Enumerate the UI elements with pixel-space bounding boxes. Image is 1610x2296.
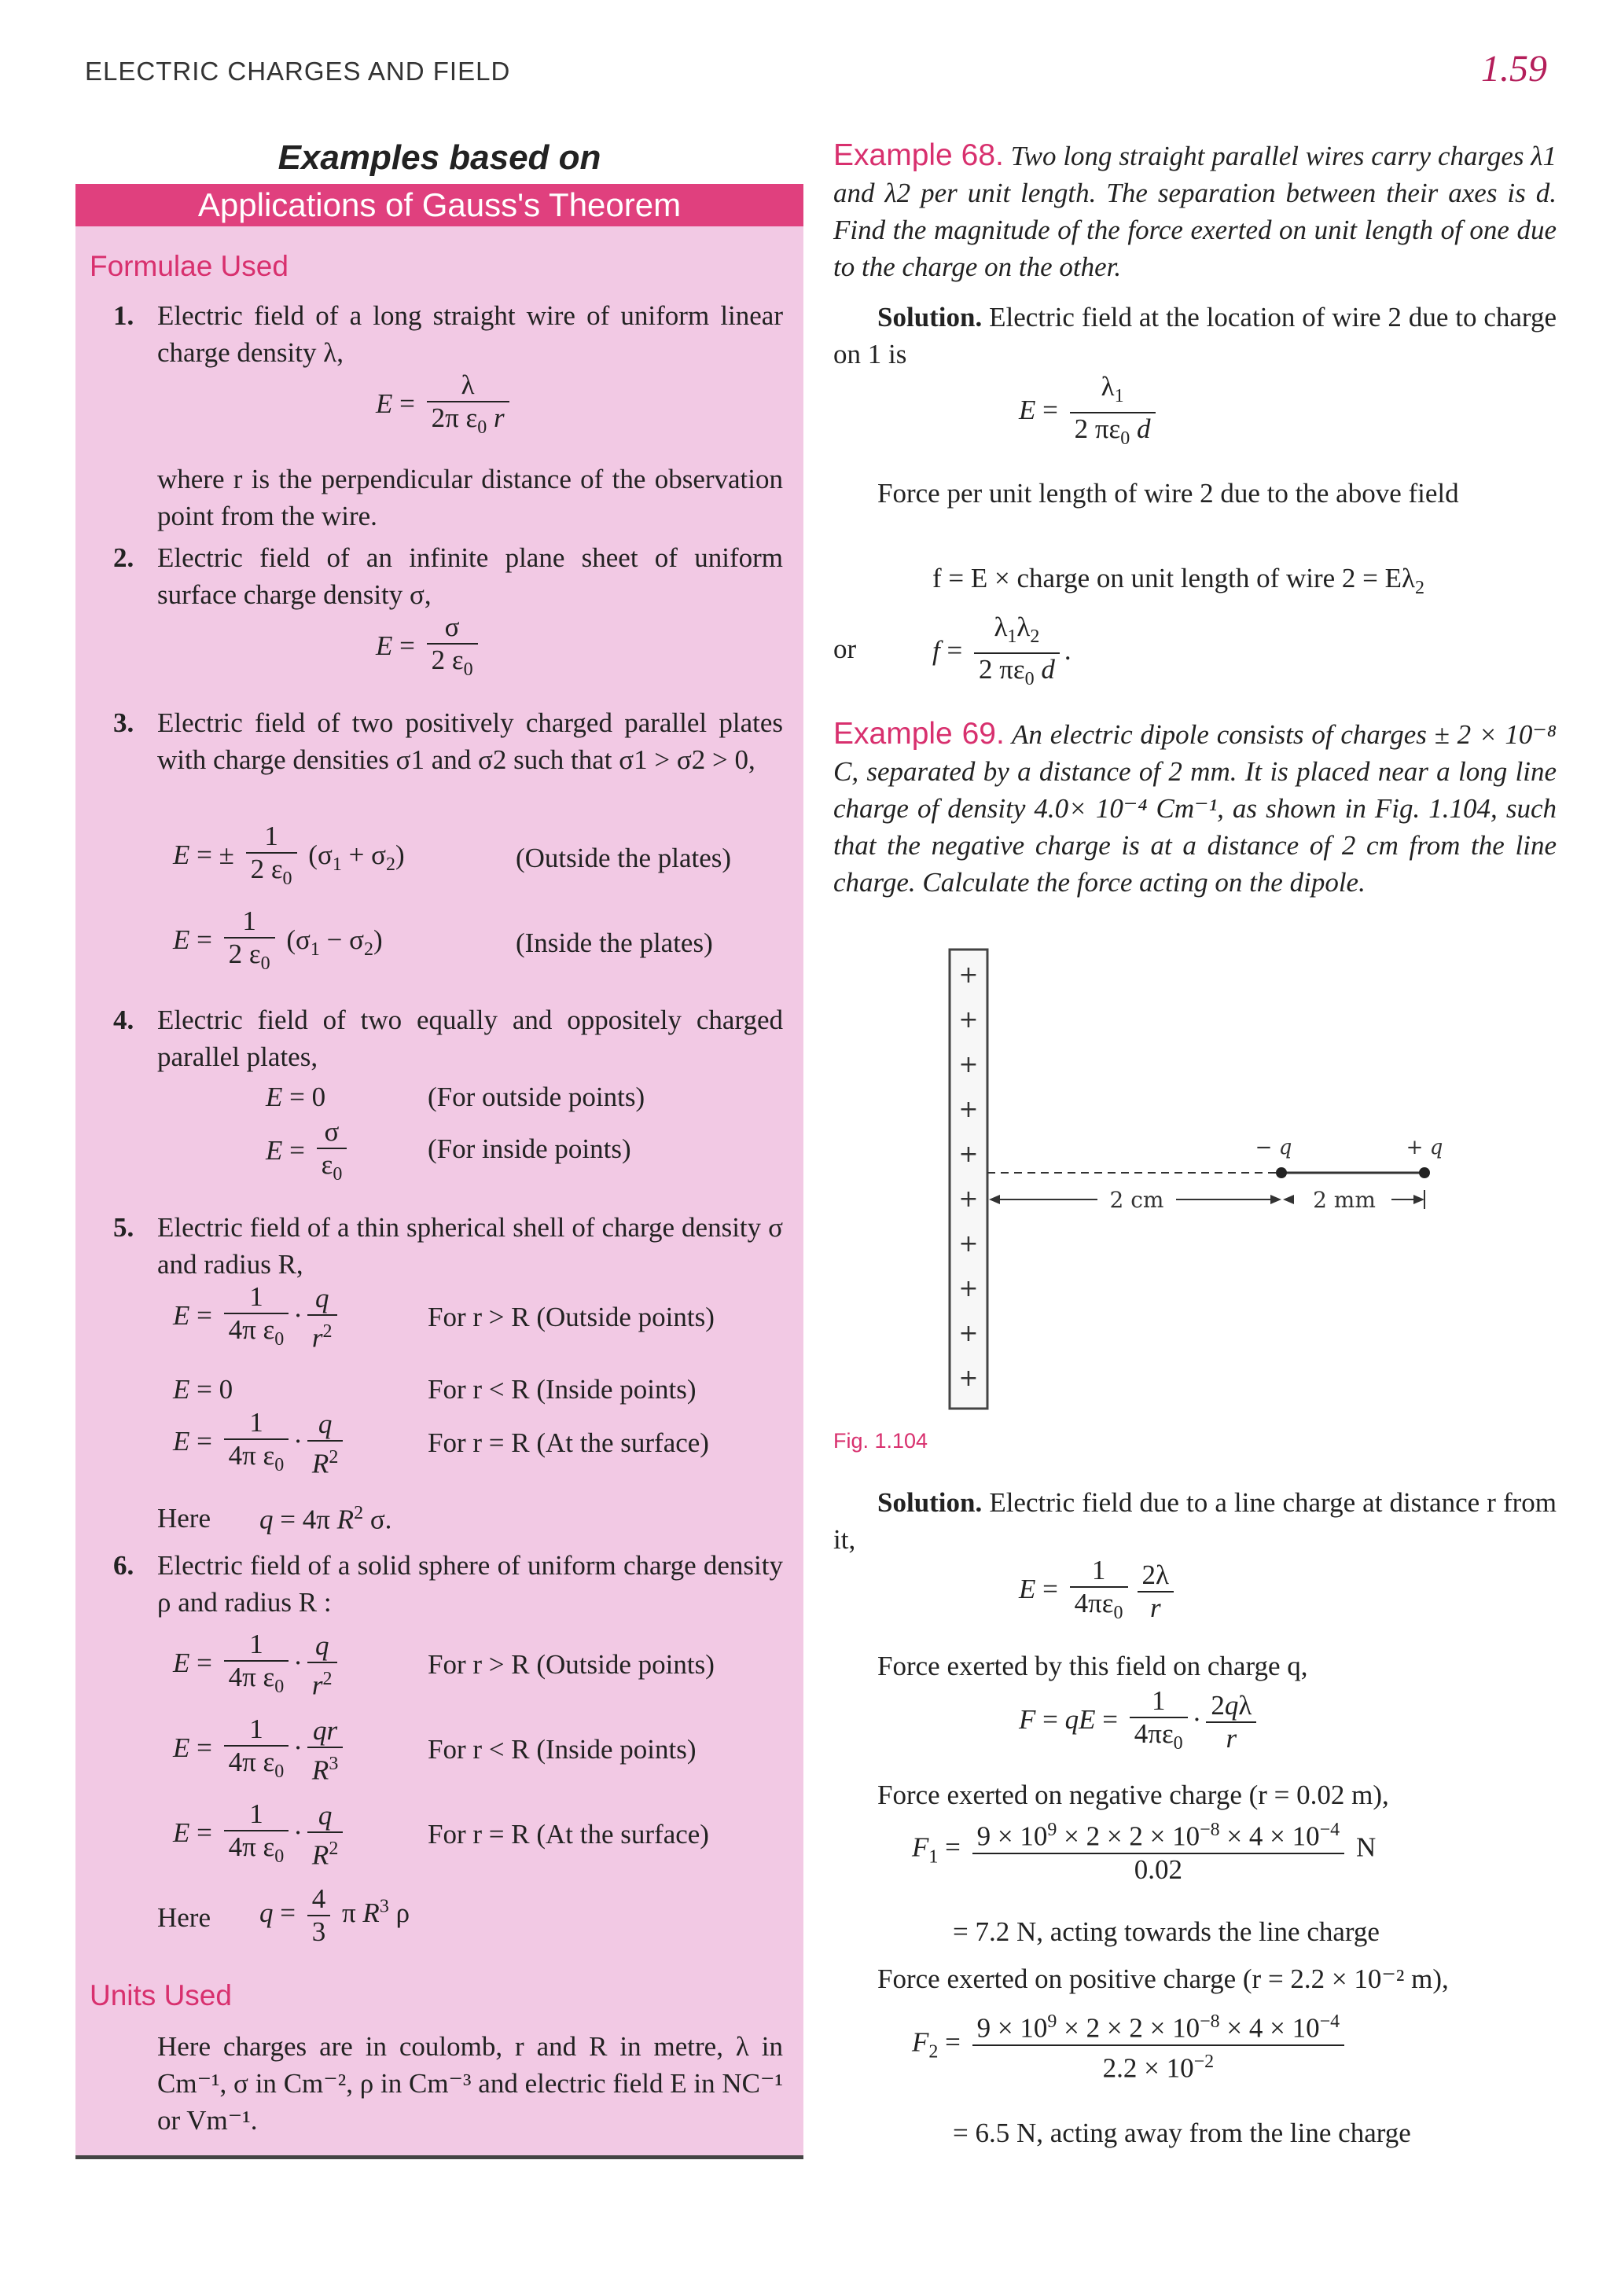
formula-condition: For r < R (Inside points) [428,1734,697,1765]
formula-condition: For r = R (At the surface) [428,1819,709,1850]
equation-line-opposite-outside: E = 0 [266,1082,326,1112]
equation-line-shell-inside: E = 0 [173,1374,233,1405]
item-number: 1. [113,300,134,331]
solution-label: Solution. [877,1487,983,1518]
formula-note: where r is the perpendicular distance of the observation point from the wire. [157,464,783,531]
item-number: 4. [113,1005,134,1035]
formula-item-text: Electric field of a solid sphere of uniform charge density ρ and radius R : [157,1550,783,1618]
formula-item-text: Electric field of an infinite plane sheet of uniform surface charge density σ, [157,542,783,610]
solution-label: Solution. [877,302,983,332]
equation-force-wire: f = E × charge on unit length of wire $2 = E\lambda_2$ [932,563,1425,598]
equation-line-plates-outside: E = ± $\frac{1}{2 \varepsilon_0}$ $(\sigma_1 + \sigma_2)$ [173,821,405,895]
formula-condition: For r > R (Outside points) [428,1302,715,1332]
figure-caption: Fig. 1.104 [833,1429,928,1453]
solution-body: Electric field due to a line charge at distance r from it, [833,1487,1557,1555]
distance-2cm-label: 2 cm [1109,1187,1164,1213]
example-label: Example 68. [833,138,1004,172]
equation-line-shell-outside: E = $\frac{1}{4\pi \varepsilon_0}$ · $\frac{q}{r^2}$ [173,1281,342,1355]
equation-line-solid-outside: E = $\frac{1}{4\pi \varepsilon_0}$ · $\frac{q}{r^2}$ [173,1629,342,1703]
units-text: Here charges are in coulomb, r and R in metre, λ in Cm⁻¹, σ in Cm⁻², ρ in Cm⁻³ and electric field E in NC⁻¹ or Vm⁻¹. [157,2031,783,2136]
svg-text:+: + [958,1006,979,1034]
svg-text:+: + [958,1320,979,1347]
section-title: Examples based on [278,138,601,177]
solution-text: Force exerted on positive charge (r = 2.2 × 10⁻² m), [877,1964,1449,1994]
item-number: 3. [113,707,134,738]
solution-text: Force exerted on negative charge (r = 0.02 m), [877,1780,1389,1810]
equation-line-wire: E = $\frac{\lambda}{2\pi \varepsilon_0 r}$ [376,369,514,443]
formula-condition: (Inside the plates) [516,928,713,958]
item-number: 2. [113,542,134,573]
equation-F1: $F_1$ = $\frac{9 \times 10^9 \times 2 \times 2 \times 10^{-8} \times 4 \times 10^{-4}}{0.02}$ N [912,1820,1377,1885]
svg-text:+: + [958,1051,979,1078]
solution-text: Force per unit length of wire 2 due to the above field [877,478,1459,509]
negative-charge-dot [1276,1167,1287,1178]
example-label: Example 69. [833,717,1005,751]
item-number: 6. [113,1550,134,1581]
formula-item-text: Electric field of two equally and oppositely charged parallel plates, [157,1005,783,1072]
formula-condition: For r < R (Inside points) [428,1374,697,1405]
svg-text:+: + [958,1275,979,1302]
equation-force-on-q: F = qE = $\frac{1}{4\pi\varepsilon_0}$ · $\frac{2q\lambda}{r}$ [1019,1685,1261,1759]
page-number: 1.59 [1481,48,1547,90]
here-label: Here [157,1503,211,1534]
solution-body: Electric field at the location of wire 2 due to charge on 1 is [833,302,1557,369]
formula-item-text: Electric field of a thin spherical shell of charge density σ and radius R, [157,1212,783,1280]
svg-text:+: + [958,1096,979,1123]
example-statement: Two long straight parallel wires carry charges λ1 and λ2 per unit length. The separation between their axes is d. Find the magnitude of the force exerted on unit length of one due to the charge on the other. [833,141,1557,282]
item-number: 5. [113,1212,134,1243]
solution-text [833,1484,1557,1558]
equation-field-wire: E = $\frac{\lambda_1}{2 \pi\varepsilon_0 d}$ [1019,371,1160,454]
units-heading: Units Used [90,1979,232,2011]
equation-line-solid-charge: q = $\frac{4}{3}$ π $R^3$ ρ [259,1883,410,1947]
formula-condition: For r = R (At the surface) [428,1427,709,1458]
positive-charge-label: + q [1406,1136,1443,1159]
formula-condition: For r > R (Outside points) [428,1649,715,1680]
positive-charge-dot [1419,1167,1430,1178]
equation-line-shell-charge: q = 4π $R^2$ σ. [259,1503,392,1535]
solution-text: Force exerted by this field on charge q, [877,1651,1308,1681]
formula-condition: (Outside the plates) [516,843,732,873]
here-label: Here [157,1902,211,1933]
equation-line-solid-inside: E = $\frac{1}{4\pi \varepsilon_0}$ · $\frac{qr}{R^3}$ [173,1714,347,1787]
svg-text:+: + [958,1365,979,1392]
formula-item-text: Electric field of a long straight wire of uniform linear charge density λ, [157,300,783,368]
distance-2mm-label: 2 mm [1313,1187,1376,1213]
equation-line-plates-inside: E = $\frac{1}{2 \varepsilon_0}$ $(\sigma_1 - \sigma_2)$ [173,906,383,979]
equation-force-result: f = $\frac{\lambda_1\lambda_2}{2 \pi\varepsilon_0 d}$ . [932,612,1071,695]
formulae-heading: Formulae Used [90,250,289,282]
example-statement: An electric dipole consists of charges ± 2 × 10⁻⁸ C, separated by a distance of 2 mm. It is placed near a long line charge of density 4.0× 10⁻⁴ Cm⁻¹, as shown in Fig. 1.104, such that the negative charge is at a distance of 2 cm from the line charge. Calculate the force acting on the dipole. [833,719,1557,898]
result-text: = 7.2 N, acting towards the line charge [953,1916,1380,1947]
or-label: or [833,634,857,664]
equation-F2: $F_2$ = $\frac{9 \times 10^9 \times 2 \times 2 \times 10^{-8} \times 4 \times 10^{-4}}{2.2 \times 10^{-2}}$ [912,2006,1349,2084]
figure-line-charge-dipole [943,943,1478,1415]
negative-charge-label: − q [1255,1136,1292,1159]
svg-text:+: + [958,1230,979,1258]
equation-line-sheet: E = $\frac{\sigma}{2 \varepsilon_0}$ [376,612,483,685]
solution-text [833,299,1557,373]
svg-text:+: + [958,1185,979,1213]
running-head: ELECTRIC CHARGES AND FIELD [85,57,511,86]
equation-line-opposite-inside: E = $\frac{\sigma}{\varepsilon_0}$ [266,1116,351,1190]
equation-line-charge-field: E = $\frac{1}{4\pi\varepsilon_0}$ $\frac{2\lambda}{r}$ [1019,1555,1178,1629]
result-text: = 6.5 N, acting away from the line charge [953,2118,1411,2148]
example-68 [833,137,1557,285]
formula-condition: (For outside points) [428,1082,645,1112]
svg-text:+: + [958,1141,979,1168]
formula-condition: (For inside points) [428,1133,631,1164]
section-subtitle-band: Applications of Gauss's Theorem [75,184,803,226]
equation-line-solid-surface: E = $\frac{1}{4\pi \varepsilon_0}$ · $\frac{q}{R^2}$ [173,1798,347,1872]
svg-text:+: + [958,961,979,989]
formula-item-text: Electric field of two positively charged parallel plates with charge densities σ1 and σ2 such that σ1 > σ2 > 0, [157,707,783,775]
equation-line-shell-surface: E = $\frac{1}{4\pi \varepsilon_0}$ · $\frac{q}{R^2}$ [173,1407,347,1481]
example-69 [833,715,1557,901]
